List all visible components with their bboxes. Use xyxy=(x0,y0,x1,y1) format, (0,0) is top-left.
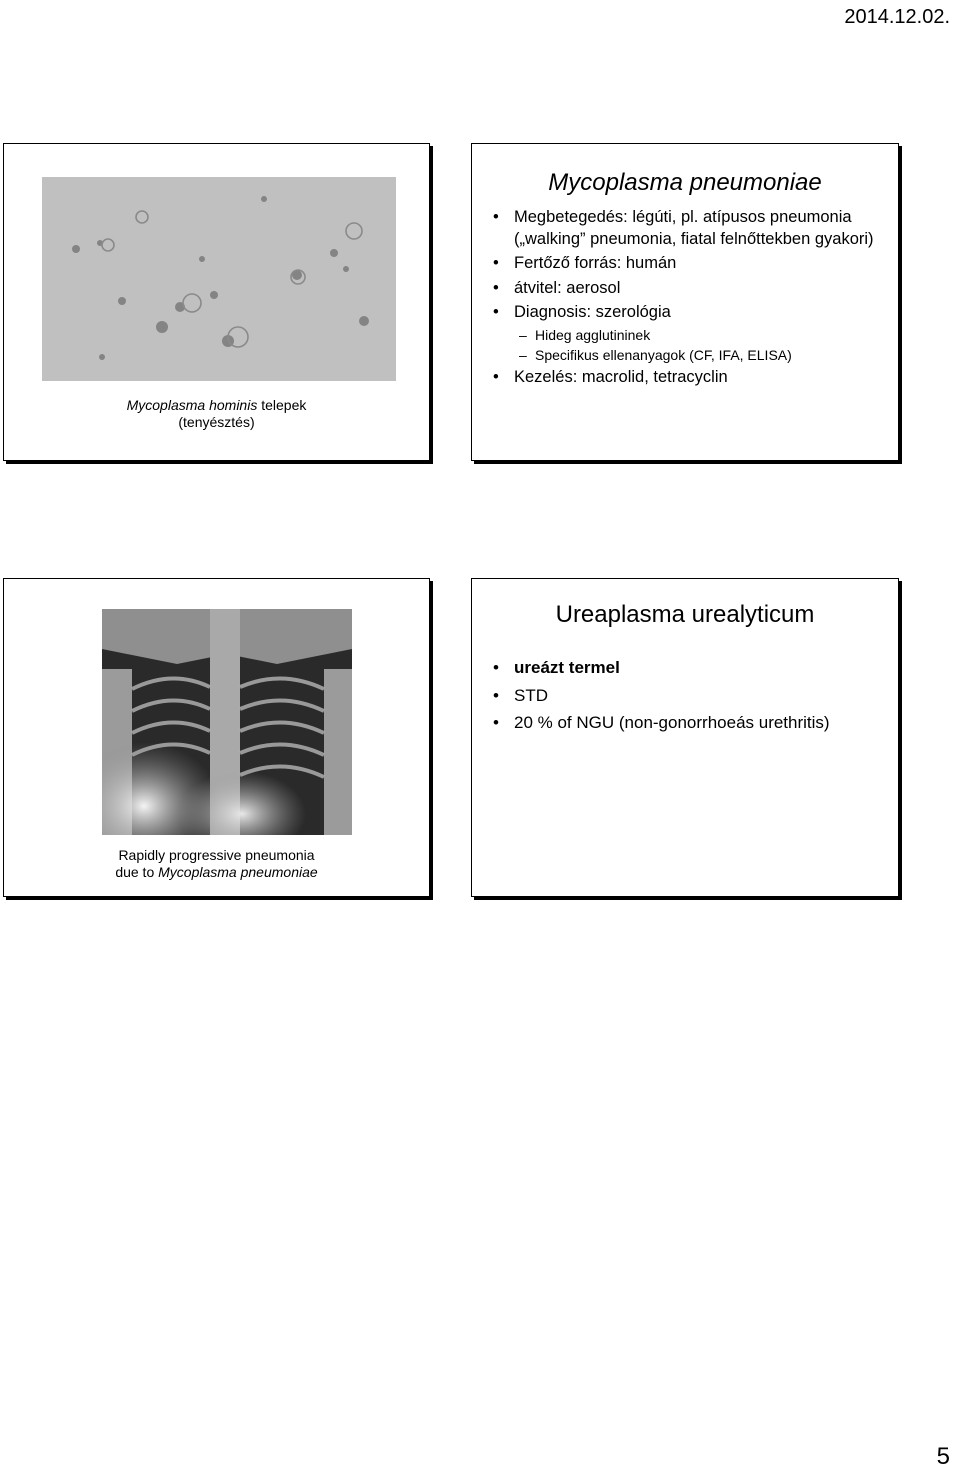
bullet-icon: • xyxy=(493,658,499,677)
list-item: • átvitel: aerosol xyxy=(488,278,888,300)
image-caption xyxy=(4,847,429,881)
slide-ureaplasma xyxy=(471,578,899,897)
bullet-list xyxy=(488,657,888,740)
bullet-icon: • xyxy=(493,278,499,297)
microscopy-image xyxy=(42,177,396,381)
bullet-icon: • xyxy=(493,254,499,272)
caption-species: Mycoplasma hominis xyxy=(126,397,258,413)
sub-list-item: – Specifikus ellenanyagok (CF, IFA, ELISA) xyxy=(519,346,792,363)
dash-icon: – xyxy=(519,346,527,363)
document-date: 2014.12.02. xyxy=(844,6,950,28)
slide-title: Mycoplasma pneumoniae xyxy=(548,169,822,196)
bullet-list xyxy=(488,207,888,391)
caption-species: Mycoplasma pneumoniae xyxy=(158,864,318,880)
bullet-icon: • xyxy=(493,367,499,386)
list-item: • Diagnosis: szerológia xyxy=(488,302,888,324)
page-number: 5 xyxy=(936,1443,950,1470)
slide-mycoplasma-pneumoniae xyxy=(471,143,899,461)
list-item: • STD xyxy=(493,685,548,705)
caption-prefix: due to xyxy=(115,864,159,880)
slide-title: Ureaplasma urealyticum xyxy=(555,601,815,628)
sub-list-item: – Hideg agglutininek xyxy=(519,326,651,343)
bullet-icon: • xyxy=(493,685,499,705)
image-caption xyxy=(4,397,429,431)
dash-icon: – xyxy=(519,326,527,343)
list-item: • 20 % of NGU (non-gonorrhoeás urethritis) xyxy=(493,713,830,732)
caption-text: telepek xyxy=(257,397,307,413)
list-item: • Kezelés: macrolid, tetracyclin xyxy=(488,367,888,389)
list-item: • Fertőző forrás: humán xyxy=(488,253,888,275)
caption-text: Rapidly progressive pneumonia xyxy=(118,847,315,863)
bullet-icon: • xyxy=(493,713,499,732)
list-item: • Megbetegedés: légúti, pl. atípusos pneumonia („walking” pneumonia, fiatal felnőttekben gyakori) xyxy=(493,208,874,248)
slide-mycoplasma-hominis xyxy=(3,143,430,461)
bullet-icon: • xyxy=(493,303,499,321)
bullet-icon: • xyxy=(493,208,499,226)
caption-subtext: (tenyésztés) xyxy=(178,414,255,430)
chest-xray-image xyxy=(102,609,352,835)
list-item: • ureázt termel xyxy=(493,658,620,677)
slide-xray xyxy=(3,578,430,897)
